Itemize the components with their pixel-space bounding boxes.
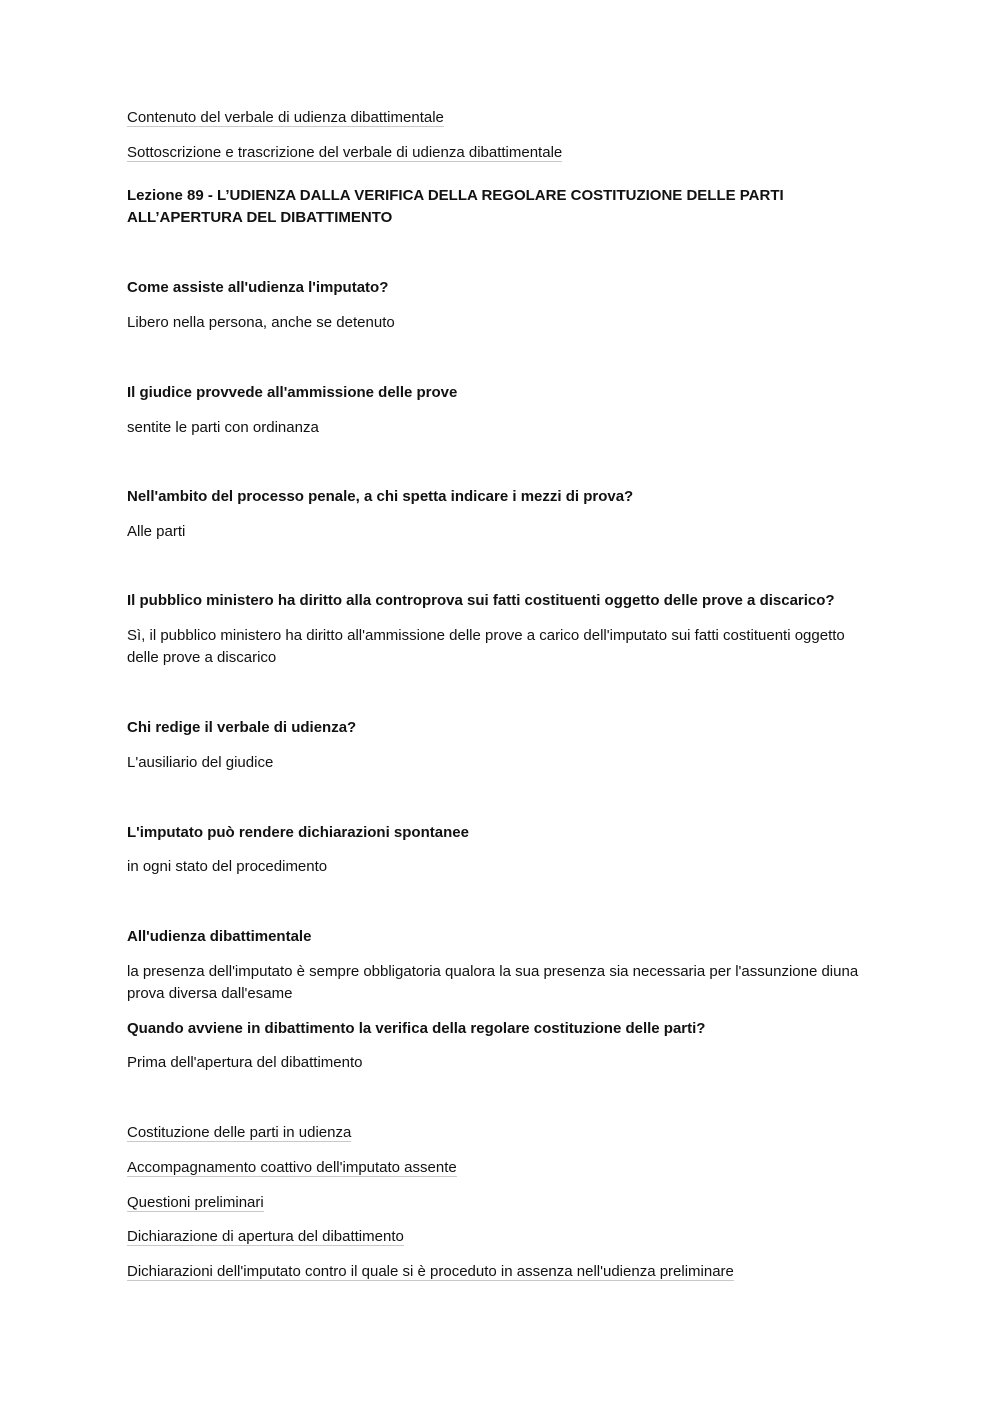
question: Chi redige il verbale di udienza? xyxy=(127,719,357,736)
question: Il pubblico ministero ha diritto alla controprova sui fatti costituenti oggetto delle prove a discarico? xyxy=(127,592,835,609)
toc-entry[interactable]: Dichiarazione di apertura del dibattimento xyxy=(127,1228,404,1245)
answer: Sì, il pubblico ministero ha diritto all'ammissione delle prove a carico dell'imputato sui fatti costituenti oggetto delle prove a discarico xyxy=(127,627,845,666)
answer: L'ausiliario del giudice xyxy=(127,754,274,771)
answer: Alle parti xyxy=(127,523,186,540)
question: L'imputato può rendere dichiarazioni spontanee xyxy=(127,824,469,841)
question: Quando avviene in dibattimento la verifica della regolare costituzione delle parti? xyxy=(127,1020,706,1037)
toc-entry[interactable]: Sottoscrizione e trascrizione del verbale di udienza dibattimentale xyxy=(127,144,563,161)
toc-entry[interactable]: Dichiarazioni dell'imputato contro il quale si è proceduto in assenza nell'udienza preliminare xyxy=(127,1263,734,1280)
answer: sentite le parti con ordinanza xyxy=(127,419,319,436)
toc-entry[interactable]: Accompagnamento coattivo dell'imputato assente xyxy=(127,1159,457,1176)
answer: Libero nella persona, anche se detenuto xyxy=(127,314,395,331)
question: All'udienza dibattimentale xyxy=(127,928,312,945)
answer: la presenza dell'imputato è sempre obbligatoria qualora la sua presenza sia necessaria per l'assunzione diuna prova diversa dall'esame xyxy=(127,963,859,1002)
lesson-title: Lezione 89 - L’UDIENZA DALLA VERIFICA DELLA REGOLARE COSTITUZIONE DELLE PARTI ALL’APERTURA DEL DIBATTIMENTO xyxy=(127,187,784,226)
toc-entry[interactable]: Questioni preliminari xyxy=(127,1194,264,1211)
question: Come assiste all'udienza l'imputato? xyxy=(127,279,389,296)
toc-entry[interactable]: Costituzione delle parti in udienza xyxy=(127,1124,352,1141)
question: Nell'ambito del processo penale, a chi spetta indicare i mezzi di prova? xyxy=(127,488,634,505)
question: Il giudice provvede all'ammissione delle prove xyxy=(127,384,458,401)
answer: Prima dell'apertura del dibattimento xyxy=(127,1054,363,1071)
toc-entry[interactable]: Contenuto del verbale di udienza dibattimentale xyxy=(127,109,444,126)
answer: in ogni stato del procedimento xyxy=(127,858,328,875)
